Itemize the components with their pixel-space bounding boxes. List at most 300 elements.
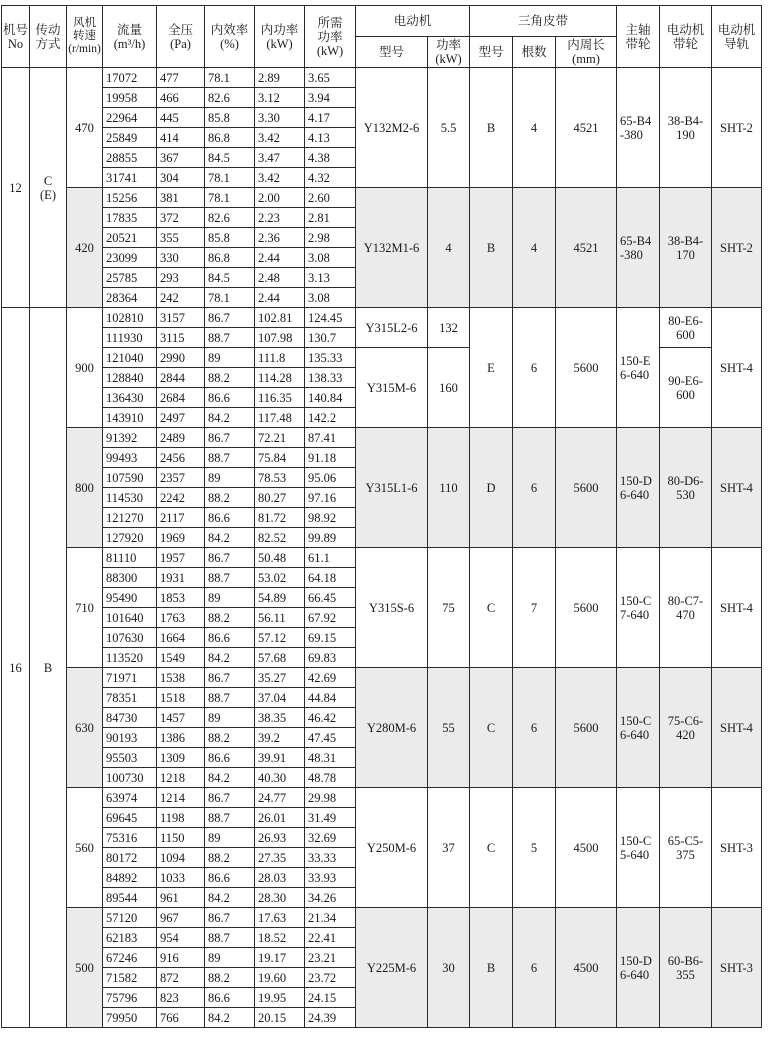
- internal-power-cell: 3.12: [255, 88, 305, 108]
- belt-type-cell: B: [470, 68, 513, 188]
- required-power-cell: 48.31: [305, 748, 356, 768]
- header-model-no: 机号 No: [2, 6, 30, 68]
- header-motor-pulley: 电动机 带轮: [660, 6, 712, 68]
- fan-spec-sheet: [1, 5, 762, 1028]
- required-power-cell: 87.41: [305, 428, 356, 448]
- flow-cell: 17835: [103, 208, 157, 228]
- internal-power-cell: 2.44: [255, 248, 305, 268]
- speed-cell: 500: [67, 908, 103, 1028]
- pressure-cell: 1957: [157, 548, 205, 568]
- flow-cell: 89544: [103, 888, 157, 908]
- internal-power-cell: 78.53: [255, 468, 305, 488]
- speed-cell: 560: [67, 788, 103, 908]
- required-power-cell: 3.65: [305, 68, 356, 88]
- pressure-cell: 872: [157, 968, 205, 988]
- belt-length-cell: 5600: [556, 428, 617, 548]
- internal-power-cell: 20.15: [255, 1008, 305, 1028]
- efficiency-cell: 86.6: [205, 388, 255, 408]
- motor-power-cell: 160: [428, 348, 470, 428]
- flow-cell: 20521: [103, 228, 157, 248]
- internal-power-cell: 40.30: [255, 768, 305, 788]
- required-power-cell: 4.17: [305, 108, 356, 128]
- motor-power-cell: 110: [428, 428, 470, 548]
- pressure-cell: 414: [157, 128, 205, 148]
- pressure-cell: 823: [157, 988, 205, 1008]
- header-shaft-pulley: 主轴 带轮: [617, 6, 660, 68]
- efficiency-cell: 88.2: [205, 368, 255, 388]
- internal-power-cell: 19.17: [255, 948, 305, 968]
- motor-power-cell: 55: [428, 668, 470, 788]
- internal-power-cell: 53.02: [255, 568, 305, 588]
- pressure-cell: 1150: [157, 828, 205, 848]
- efficiency-cell: 78.1: [205, 68, 255, 88]
- internal-power-cell: 2.44: [255, 288, 305, 308]
- flow-cell: 28855: [103, 148, 157, 168]
- internal-power-cell: 17.63: [255, 908, 305, 928]
- efficiency-cell: 78.1: [205, 168, 255, 188]
- flow-cell: 75316: [103, 828, 157, 848]
- belt-count-cell: 6: [513, 308, 556, 428]
- required-power-cell: 2.81: [305, 208, 356, 228]
- internal-power-cell: 38.35: [255, 708, 305, 728]
- belt-type-cell: B: [470, 188, 513, 308]
- efficiency-cell: 86.8: [205, 248, 255, 268]
- internal-power-cell: 39.2: [255, 728, 305, 748]
- flow-cell: 143910: [103, 408, 157, 428]
- internal-power-cell: 107.98: [255, 328, 305, 348]
- internal-power-cell: 116.35: [255, 388, 305, 408]
- required-power-cell: 21.34: [305, 908, 356, 928]
- flow-cell: 113520: [103, 648, 157, 668]
- motor-pulley-cell: 75-C6- 420: [660, 668, 712, 788]
- pressure-cell: 2844: [157, 368, 205, 388]
- pressure-cell: 916: [157, 948, 205, 968]
- speed-cell: 800: [67, 428, 103, 548]
- efficiency-cell: 89: [205, 948, 255, 968]
- flow-cell: 107630: [103, 628, 157, 648]
- flow-cell: 95490: [103, 588, 157, 608]
- internal-power-cell: 26.93: [255, 828, 305, 848]
- internal-power-cell: 3.42: [255, 128, 305, 148]
- required-power-cell: 33.93: [305, 868, 356, 888]
- speed-cell: 630: [67, 668, 103, 788]
- flow-cell: 88300: [103, 568, 157, 588]
- header-belt-length: 内周长 (mm): [556, 37, 617, 68]
- internal-power-cell: 57.68: [255, 648, 305, 668]
- required-power-cell: 98.92: [305, 508, 356, 528]
- required-power-cell: 3.08: [305, 288, 356, 308]
- flow-cell: 107590: [103, 468, 157, 488]
- flow-cell: 111930: [103, 328, 157, 348]
- speed-cell: 420: [67, 188, 103, 308]
- internal-power-cell: 75.84: [255, 448, 305, 468]
- required-power-cell: 32.69: [305, 828, 356, 848]
- header-internal-power: 内功率 (kW): [255, 6, 305, 68]
- pressure-cell: 961: [157, 888, 205, 908]
- motor-rail-cell: SHT-4: [712, 548, 762, 668]
- pressure-cell: 1309: [157, 748, 205, 768]
- internal-power-cell: 2.36: [255, 228, 305, 248]
- flow-cell: 127920: [103, 528, 157, 548]
- efficiency-cell: 84.5: [205, 268, 255, 288]
- internal-power-cell: 19.95: [255, 988, 305, 1008]
- required-power-cell: 4.32: [305, 168, 356, 188]
- pressure-cell: 954: [157, 928, 205, 948]
- internal-power-cell: 56.11: [255, 608, 305, 628]
- flow-cell: 80172: [103, 848, 157, 868]
- motor-rail-cell: SHT-4: [712, 308, 762, 428]
- efficiency-cell: 78.1: [205, 188, 255, 208]
- required-power-cell: 124.45: [305, 308, 356, 328]
- pressure-cell: 1094: [157, 848, 205, 868]
- efficiency-cell: 86.7: [205, 668, 255, 688]
- internal-power-cell: 102.81: [255, 308, 305, 328]
- belt-length-cell: 5600: [556, 308, 617, 428]
- motor-pulley-cell: 90-E6- 600: [660, 348, 712, 428]
- efficiency-cell: 86.6: [205, 988, 255, 1008]
- motor-pulley-cell: 80-D6- 530: [660, 428, 712, 548]
- pressure-cell: 381: [157, 188, 205, 208]
- internal-power-cell: 24.77: [255, 788, 305, 808]
- motor-model-cell: Y225M-6: [356, 908, 428, 1028]
- table-row: [2, 908, 762, 928]
- pressure-cell: 1214: [157, 788, 205, 808]
- required-power-cell: 130.7: [305, 328, 356, 348]
- pressure-cell: 3115: [157, 328, 205, 348]
- pressure-cell: 1457: [157, 708, 205, 728]
- efficiency-cell: 85.8: [205, 228, 255, 248]
- pressure-cell: 355: [157, 228, 205, 248]
- required-power-cell: 3.13: [305, 268, 356, 288]
- internal-power-cell: 3.42: [255, 168, 305, 188]
- header-pressure: 全压 (Pa): [157, 6, 205, 68]
- fan-performance-table: [1, 5, 762, 1028]
- efficiency-cell: 82.6: [205, 88, 255, 108]
- pressure-cell: 2242: [157, 488, 205, 508]
- shaft-pulley-cell: 65-B4 -380: [617, 188, 660, 308]
- motor-pulley-cell: 60-B6- 355: [660, 908, 712, 1028]
- flow-cell: 121040: [103, 348, 157, 368]
- belt-count-cell: 4: [513, 188, 556, 308]
- pressure-cell: 1549: [157, 648, 205, 668]
- efficiency-cell: 88.2: [205, 848, 255, 868]
- required-power-cell: 91.18: [305, 448, 356, 468]
- required-power-cell: 140.84: [305, 388, 356, 408]
- belt-type-cell: C: [470, 548, 513, 668]
- internal-power-cell: 57.12: [255, 628, 305, 648]
- required-power-cell: 95.06: [305, 468, 356, 488]
- pressure-cell: 1218: [157, 768, 205, 788]
- flow-cell: 114530: [103, 488, 157, 508]
- pressure-cell: 1386: [157, 728, 205, 748]
- internal-power-cell: 2.89: [255, 68, 305, 88]
- efficiency-cell: 88.7: [205, 328, 255, 348]
- belt-count-cell: 6: [513, 908, 556, 1028]
- efficiency-cell: 84.2: [205, 648, 255, 668]
- belt-length-cell: 5600: [556, 668, 617, 788]
- efficiency-cell: 86.6: [205, 628, 255, 648]
- efficiency-cell: 84.2: [205, 408, 255, 428]
- flow-cell: 31741: [103, 168, 157, 188]
- motor-rail-cell: SHT-4: [712, 428, 762, 548]
- required-power-cell: 2.60: [305, 188, 356, 208]
- table-row: [2, 788, 762, 808]
- pressure-cell: 304: [157, 168, 205, 188]
- motor-rail-cell: SHT-2: [712, 68, 762, 188]
- flow-cell: 62183: [103, 928, 157, 948]
- header-belt: 三角皮带: [470, 6, 617, 37]
- motor-model-cell: Y315S-6: [356, 548, 428, 668]
- required-power-cell: 23.21: [305, 948, 356, 968]
- table-row: [2, 308, 762, 328]
- model-no-cell: 16: [2, 308, 30, 1028]
- flow-cell: 22964: [103, 108, 157, 128]
- internal-power-cell: 114.28: [255, 368, 305, 388]
- flow-cell: 63974: [103, 788, 157, 808]
- internal-power-cell: 26.01: [255, 808, 305, 828]
- efficiency-cell: 89: [205, 348, 255, 368]
- motor-pulley-cell: 38-B4- 190: [660, 68, 712, 188]
- header-belt-type: 型号: [470, 37, 513, 68]
- belt-count-cell: 4: [513, 68, 556, 188]
- pressure-cell: 1853: [157, 588, 205, 608]
- required-power-cell: 23.72: [305, 968, 356, 988]
- flow-cell: 69645: [103, 808, 157, 828]
- flow-cell: 67246: [103, 948, 157, 968]
- internal-power-cell: 35.27: [255, 668, 305, 688]
- flow-cell: 25849: [103, 128, 157, 148]
- motor-rail-cell: SHT-2: [712, 188, 762, 308]
- efficiency-cell: 88.7: [205, 688, 255, 708]
- pressure-cell: 293: [157, 268, 205, 288]
- belt-length-cell: 5600: [556, 548, 617, 668]
- pressure-cell: 967: [157, 908, 205, 928]
- belt-type-cell: D: [470, 428, 513, 548]
- internal-power-cell: 111.8: [255, 348, 305, 368]
- pressure-cell: 2990: [157, 348, 205, 368]
- table-body: [2, 68, 762, 1028]
- shaft-pulley-cell: 150-D 6-640: [617, 428, 660, 548]
- flow-cell: 84892: [103, 868, 157, 888]
- header-drive: 传动 方式: [30, 6, 67, 68]
- required-power-cell: 22.41: [305, 928, 356, 948]
- required-power-cell: 31.49: [305, 808, 356, 828]
- drive-cell: B: [30, 308, 67, 1028]
- pressure-cell: 766: [157, 1008, 205, 1028]
- motor-power-cell: 4: [428, 188, 470, 308]
- internal-power-cell: 50.48: [255, 548, 305, 568]
- required-power-cell: 64.18: [305, 568, 356, 588]
- flow-cell: 90193: [103, 728, 157, 748]
- efficiency-cell: 86.7: [205, 548, 255, 568]
- pressure-cell: 367: [157, 148, 205, 168]
- table-row: [2, 668, 762, 688]
- internal-power-cell: 3.30: [255, 108, 305, 128]
- shaft-pulley-cell: 150-C 7-640: [617, 548, 660, 668]
- motor-model-cell: Y250M-6: [356, 788, 428, 908]
- belt-count-cell: 7: [513, 548, 556, 668]
- efficiency-cell: 86.7: [205, 788, 255, 808]
- motor-model-cell: Y280M-6: [356, 668, 428, 788]
- flow-cell: 71582: [103, 968, 157, 988]
- required-power-cell: 138.33: [305, 368, 356, 388]
- motor-pulley-cell: 38-B4- 170: [660, 188, 712, 308]
- flow-cell: 99493: [103, 448, 157, 468]
- header-motor: 电动机: [356, 6, 470, 37]
- belt-count-cell: 5: [513, 788, 556, 908]
- table-header: [2, 6, 762, 68]
- motor-power-cell: 37: [428, 788, 470, 908]
- flow-cell: 71971: [103, 668, 157, 688]
- pressure-cell: 1033: [157, 868, 205, 888]
- pressure-cell: 477: [157, 68, 205, 88]
- internal-power-cell: 28.30: [255, 888, 305, 908]
- belt-length-cell: 4521: [556, 188, 617, 308]
- motor-model-cell: Y315L1-6: [356, 428, 428, 548]
- pressure-cell: 1763: [157, 608, 205, 628]
- efficiency-cell: 89: [205, 468, 255, 488]
- motor-power-cell: 30: [428, 908, 470, 1028]
- required-power-cell: 29.98: [305, 788, 356, 808]
- required-power-cell: 44.84: [305, 688, 356, 708]
- flow-cell: 28364: [103, 288, 157, 308]
- shaft-pulley-cell: 150-C 5-640: [617, 788, 660, 908]
- belt-type-cell: B: [470, 908, 513, 1028]
- flow-cell: 128840: [103, 368, 157, 388]
- efficiency-cell: 88.2: [205, 488, 255, 508]
- internal-power-cell: 54.89: [255, 588, 305, 608]
- speed-cell: 900: [67, 308, 103, 428]
- belt-type-cell: C: [470, 668, 513, 788]
- internal-power-cell: 2.00: [255, 188, 305, 208]
- motor-power-cell: 75: [428, 548, 470, 668]
- pressure-cell: 1969: [157, 528, 205, 548]
- internal-power-cell: 19.60: [255, 968, 305, 988]
- speed-cell: 710: [67, 548, 103, 668]
- flow-cell: 101640: [103, 608, 157, 628]
- efficiency-cell: 88.2: [205, 968, 255, 988]
- efficiency-cell: 84.2: [205, 528, 255, 548]
- shaft-pulley-cell: 150-E 6-640: [617, 308, 660, 428]
- flow-cell: 102810: [103, 308, 157, 328]
- shaft-pulley-cell: 150-C 6-640: [617, 668, 660, 788]
- pressure-cell: 2117: [157, 508, 205, 528]
- table-row: [2, 188, 762, 208]
- pressure-cell: 2489: [157, 428, 205, 448]
- efficiency-cell: 84.2: [205, 888, 255, 908]
- internal-power-cell: 81.72: [255, 508, 305, 528]
- flow-cell: 57120: [103, 908, 157, 928]
- motor-model-cell: Y315L2-6: [356, 308, 428, 348]
- table-row: [2, 428, 762, 448]
- efficiency-cell: 88.7: [205, 568, 255, 588]
- internal-power-cell: 27.35: [255, 848, 305, 868]
- flow-cell: 84730: [103, 708, 157, 728]
- pressure-cell: 2684: [157, 388, 205, 408]
- pressure-cell: 445: [157, 108, 205, 128]
- header-flow: 流量 (m³/h): [103, 6, 157, 68]
- pressure-cell: 372: [157, 208, 205, 228]
- internal-power-cell: 117.48: [255, 408, 305, 428]
- pressure-cell: 1518: [157, 688, 205, 708]
- motor-power-cell: 132: [428, 308, 470, 348]
- pressure-cell: 242: [157, 288, 205, 308]
- internal-power-cell: 2.23: [255, 208, 305, 228]
- flow-cell: 19958: [103, 88, 157, 108]
- efficiency-cell: 86.6: [205, 868, 255, 888]
- internal-power-cell: 39.91: [255, 748, 305, 768]
- flow-cell: 23099: [103, 248, 157, 268]
- required-power-cell: 4.38: [305, 148, 356, 168]
- pressure-cell: 2497: [157, 408, 205, 428]
- motor-model-cell: Y132M2-6: [356, 68, 428, 188]
- required-power-cell: 47.45: [305, 728, 356, 748]
- flow-cell: 91392: [103, 428, 157, 448]
- internal-power-cell: 72.21: [255, 428, 305, 448]
- flow-cell: 17072: [103, 68, 157, 88]
- required-power-cell: 67.92: [305, 608, 356, 628]
- pressure-cell: 2357: [157, 468, 205, 488]
- internal-power-cell: 80.27: [255, 488, 305, 508]
- flow-cell: 95503: [103, 748, 157, 768]
- efficiency-cell: 89: [205, 708, 255, 728]
- flow-cell: 79950: [103, 1008, 157, 1028]
- drive-cell: C (E): [30, 68, 67, 308]
- efficiency-cell: 86.7: [205, 428, 255, 448]
- belt-length-cell: 4500: [556, 908, 617, 1028]
- motor-pulley-cell: 80-C7- 470: [660, 548, 712, 668]
- pressure-cell: 3157: [157, 308, 205, 328]
- internal-power-cell: 18.52: [255, 928, 305, 948]
- header-motor-model: 型号: [356, 37, 428, 68]
- required-power-cell: 24.39: [305, 1008, 356, 1028]
- efficiency-cell: 88.2: [205, 608, 255, 628]
- required-power-cell: 135.33: [305, 348, 356, 368]
- table-row: [2, 548, 762, 568]
- required-power-cell: 48.78: [305, 768, 356, 788]
- motor-pulley-cell: 80-E6- 600: [660, 308, 712, 348]
- required-power-cell: 142.2: [305, 408, 356, 428]
- header-speed: 风机 转速 (r/min): [67, 6, 103, 68]
- required-power-cell: 24.15: [305, 988, 356, 1008]
- efficiency-cell: 88.7: [205, 808, 255, 828]
- internal-power-cell: 82.52: [255, 528, 305, 548]
- flow-cell: 121270: [103, 508, 157, 528]
- internal-power-cell: 28.03: [255, 868, 305, 888]
- speed-cell: 470: [67, 68, 103, 188]
- flow-cell: 25785: [103, 268, 157, 288]
- efficiency-cell: 86.6: [205, 508, 255, 528]
- header-motor-power: 功率 (kW): [428, 37, 470, 68]
- required-power-cell: 4.13: [305, 128, 356, 148]
- motor-model-cell: Y315M-6: [356, 348, 428, 428]
- header-efficiency: 内效率 (%): [205, 6, 255, 68]
- flow-cell: 81110: [103, 548, 157, 568]
- shaft-pulley-cell: 65-B4 -380: [617, 68, 660, 188]
- belt-count-cell: 6: [513, 668, 556, 788]
- efficiency-cell: 86.7: [205, 308, 255, 328]
- belt-type-cell: C: [470, 788, 513, 908]
- flow-cell: 15256: [103, 188, 157, 208]
- efficiency-cell: 84.2: [205, 768, 255, 788]
- efficiency-cell: 78.1: [205, 288, 255, 308]
- motor-pulley-cell: 65-C5- 375: [660, 788, 712, 908]
- motor-power-cell: 5.5: [428, 68, 470, 188]
- efficiency-cell: 84.2: [205, 1008, 255, 1028]
- efficiency-cell: 86.8: [205, 128, 255, 148]
- flow-cell: 75796: [103, 988, 157, 1008]
- required-power-cell: 33.33: [305, 848, 356, 868]
